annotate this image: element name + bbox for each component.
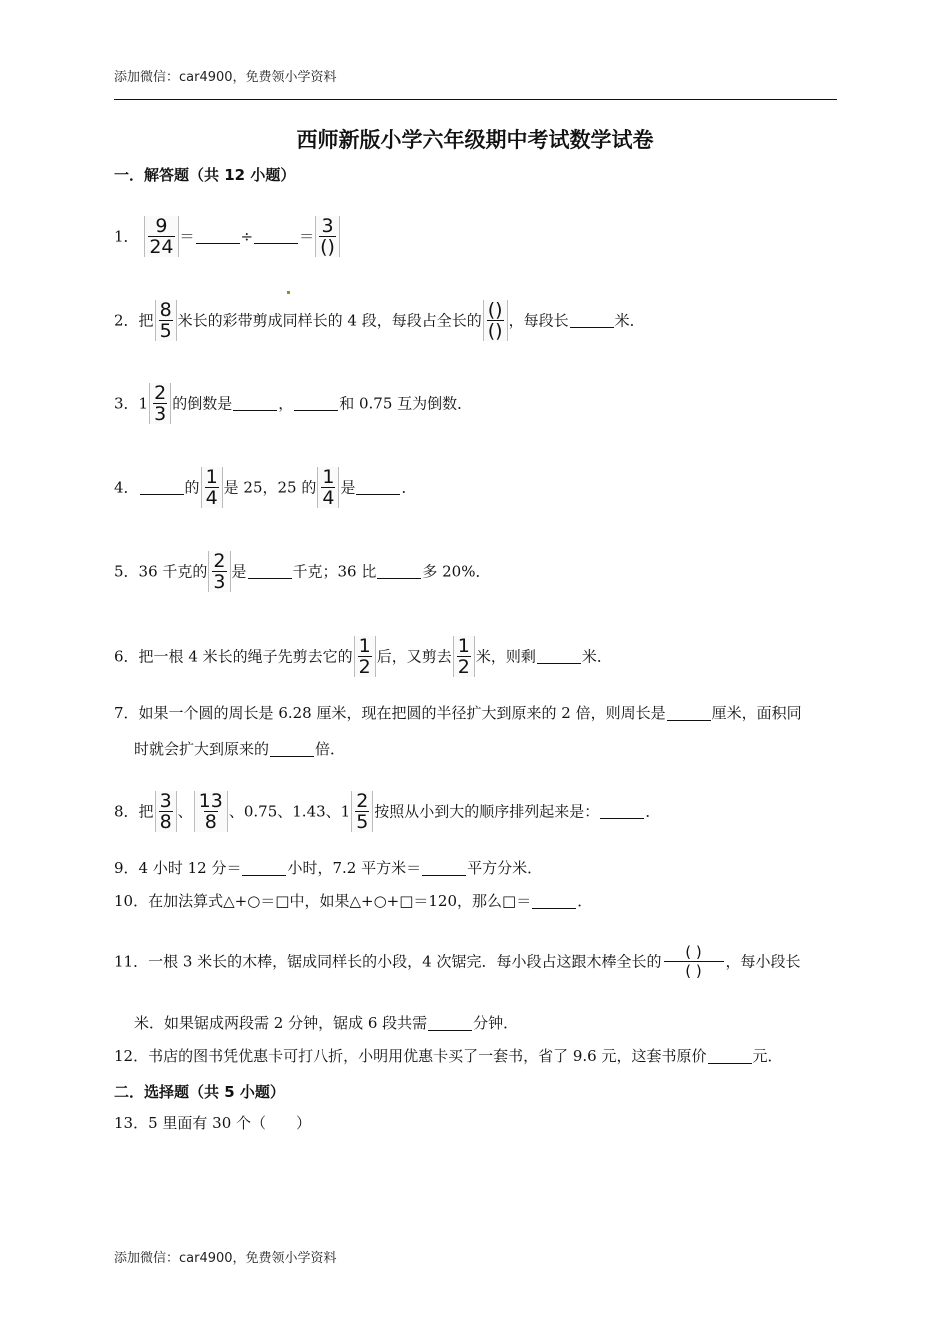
question-3: [114, 383, 472, 424]
question-11-continued: [134, 1012, 518, 1033]
question-number: 13．: [114, 1114, 149, 1132]
answer-blank[interactable]: [294, 396, 338, 411]
answer-blank[interactable]: [537, 649, 581, 664]
fraction: $\frac{3}{8}$: [155, 791, 177, 832]
fraction: $\frac{8}{5}$: [155, 300, 177, 341]
question-text: 的倒数是: [172, 394, 233, 413]
question-text: 平方分米．: [467, 859, 543, 877]
answer-blank[interactable]: [422, 861, 466, 876]
question-text: 是: [231, 562, 247, 581]
question-number: 6．: [114, 647, 139, 666]
question-text: 把: [138, 802, 154, 821]
question-text: 分钟．: [473, 1014, 519, 1032]
fraction: $\frac{1}{2}$: [354, 636, 376, 677]
question-text: 后，又剪去: [376, 647, 452, 666]
fraction: $\frac{1}{4}$: [317, 467, 339, 508]
question-text: 是 25，25 的: [223, 478, 317, 497]
answer-blank[interactable]: [356, 480, 400, 495]
page-title: 西师新版小学六年级期中考试数学试卷: [296, 128, 654, 152]
fraction: $\frac{1}{4}$: [201, 467, 223, 508]
question-text: ．: [401, 478, 417, 497]
question-text: 5 里面有 30 个（ ）: [148, 1114, 312, 1132]
divide-sign: ÷: [240, 227, 254, 246]
question-text: ，每段长: [508, 311, 569, 330]
question-text: 米．如果锯成两段需 2 分钟，锯成 6 段共需: [134, 1014, 428, 1032]
answer-blank[interactable]: [254, 229, 298, 244]
answer-blank[interactable]: [233, 396, 277, 411]
question-8: [114, 791, 660, 832]
question-text: 是: [340, 478, 356, 497]
question-number: 1．: [114, 227, 139, 246]
question-text: 米长的彩带剪成同样长的 4 段，每段占全长的: [177, 311, 482, 330]
fraction: $\frac{1}{2}$: [453, 636, 475, 677]
question-9: [114, 857, 542, 878]
fraction-placeholder[interactable]: $\frac{()}{()}$: [483, 300, 508, 341]
question-text: 米．: [581, 647, 612, 666]
answer-blank[interactable]: [140, 480, 184, 495]
question-text: 、: [177, 802, 193, 821]
fraction: $\frac{2}{3}$: [149, 383, 171, 424]
question-number: 9．: [114, 859, 139, 877]
question-5: [114, 551, 490, 592]
answer-blank[interactable]: [667, 706, 711, 721]
answer-blank[interactable]: [196, 229, 240, 244]
section-heading-answer: 一．解答题（共 12 小题）: [114, 166, 296, 184]
question-number: 11．: [114, 952, 149, 971]
answer-blank[interactable]: [248, 564, 292, 579]
question-text: 时就会扩大到原来的: [134, 740, 270, 758]
question-text: 、0.75、1.43、1: [228, 802, 351, 821]
question-number: 7．: [114, 704, 139, 722]
question-text: 厘米，面积同: [711, 704, 802, 722]
question-text: 倍．: [315, 740, 346, 758]
equals-sign: ＝: [299, 227, 315, 246]
question-4: [114, 467, 417, 508]
question-text: 36 千克的: [138, 562, 208, 581]
question-text: 米，则剩: [475, 647, 536, 666]
answer-blank[interactable]: [428, 1016, 472, 1031]
question-13: [114, 1112, 311, 1133]
question-text: 书店的图书凭优惠卡可打八折，小明用优惠卡买了一套书，省了 9.6 元，这套书原价: [148, 1047, 707, 1065]
fraction: $\frac{3}{()}$: [315, 216, 340, 257]
question-text: ，: [278, 394, 294, 413]
question-text: 在加法算式△+○＝□中，如果△+○+□＝120，那么□＝: [148, 892, 532, 910]
answer-blank[interactable]: [570, 313, 614, 328]
question-number: 4．: [114, 478, 139, 497]
question-text: 把: [138, 311, 154, 330]
header-divider: [114, 99, 837, 100]
question-text: 米．: [614, 311, 645, 330]
fraction: $\frac{9}{24}$: [144, 216, 178, 257]
question-12: [114, 1045, 783, 1066]
section-heading-choice: 二．选择题（共 5 小题）: [114, 1083, 285, 1101]
question-text: ．: [577, 892, 593, 910]
question-number: 12．: [114, 1047, 149, 1065]
fraction: $\frac{2}{5}$: [351, 791, 373, 832]
question-text: 的: [184, 478, 200, 497]
question-2: [114, 300, 645, 341]
answer-blank[interactable]: [377, 564, 421, 579]
whole-number: 1: [138, 394, 149, 413]
question-text: 把一根 4 米长的绳子先剪去它的: [138, 647, 353, 666]
question-1: [114, 216, 341, 257]
stray-mark: [287, 291, 290, 294]
question-text: 多 20%．: [422, 562, 491, 581]
question-number: 2．: [114, 311, 139, 330]
question-text: 4 小时 12 分＝: [138, 859, 242, 877]
question-number: 3．: [114, 394, 139, 413]
answer-blank[interactable]: [532, 894, 576, 909]
answer-blank[interactable]: [242, 861, 286, 876]
fraction: $\frac{2}{3}$: [208, 551, 230, 592]
question-number: 5．: [114, 562, 139, 581]
question-7: [114, 702, 802, 723]
footer-note: 添加微信：car4900，免费领小学资料: [114, 1251, 337, 1266]
question-text: 千克；36 比: [292, 562, 377, 581]
fraction-placeholder[interactable]: $\frac{( )}{( )}$: [664, 943, 724, 980]
answer-blank[interactable]: [708, 1049, 752, 1064]
question-text: ，每小段长: [725, 952, 801, 971]
question-number: 10．: [114, 892, 149, 910]
question-number: 8．: [114, 802, 139, 821]
question-text: 如果一个圆的周长是 6.28 厘米，现在把圆的半径扩大到原来的 2 倍，则周长是: [138, 704, 666, 722]
question-text: ．: [645, 802, 661, 821]
question-11: [114, 943, 801, 980]
question-10: [114, 890, 592, 911]
answer-blank[interactable]: [270, 742, 314, 757]
question-text: 和 0.75 互为倒数．: [339, 394, 473, 413]
fraction: $\frac{13}{8}$: [194, 791, 228, 832]
question-text: 按照从小到大的顺序排列起来是：: [374, 802, 600, 821]
question-6: [114, 636, 612, 677]
question-text: 小时，7.2 平方米＝: [287, 859, 422, 877]
header-note: 添加微信：car4900，免费领小学资料: [114, 70, 337, 85]
answer-blank[interactable]: [600, 804, 644, 819]
question-text: 一根 3 米长的木棒，锯成同样长的小段，4 次锯完．每小段占这跟木棒全长的: [148, 952, 662, 971]
question-7-continued: [134, 738, 345, 759]
equals-sign: ＝: [179, 227, 195, 246]
question-text: 元．: [752, 1047, 783, 1065]
